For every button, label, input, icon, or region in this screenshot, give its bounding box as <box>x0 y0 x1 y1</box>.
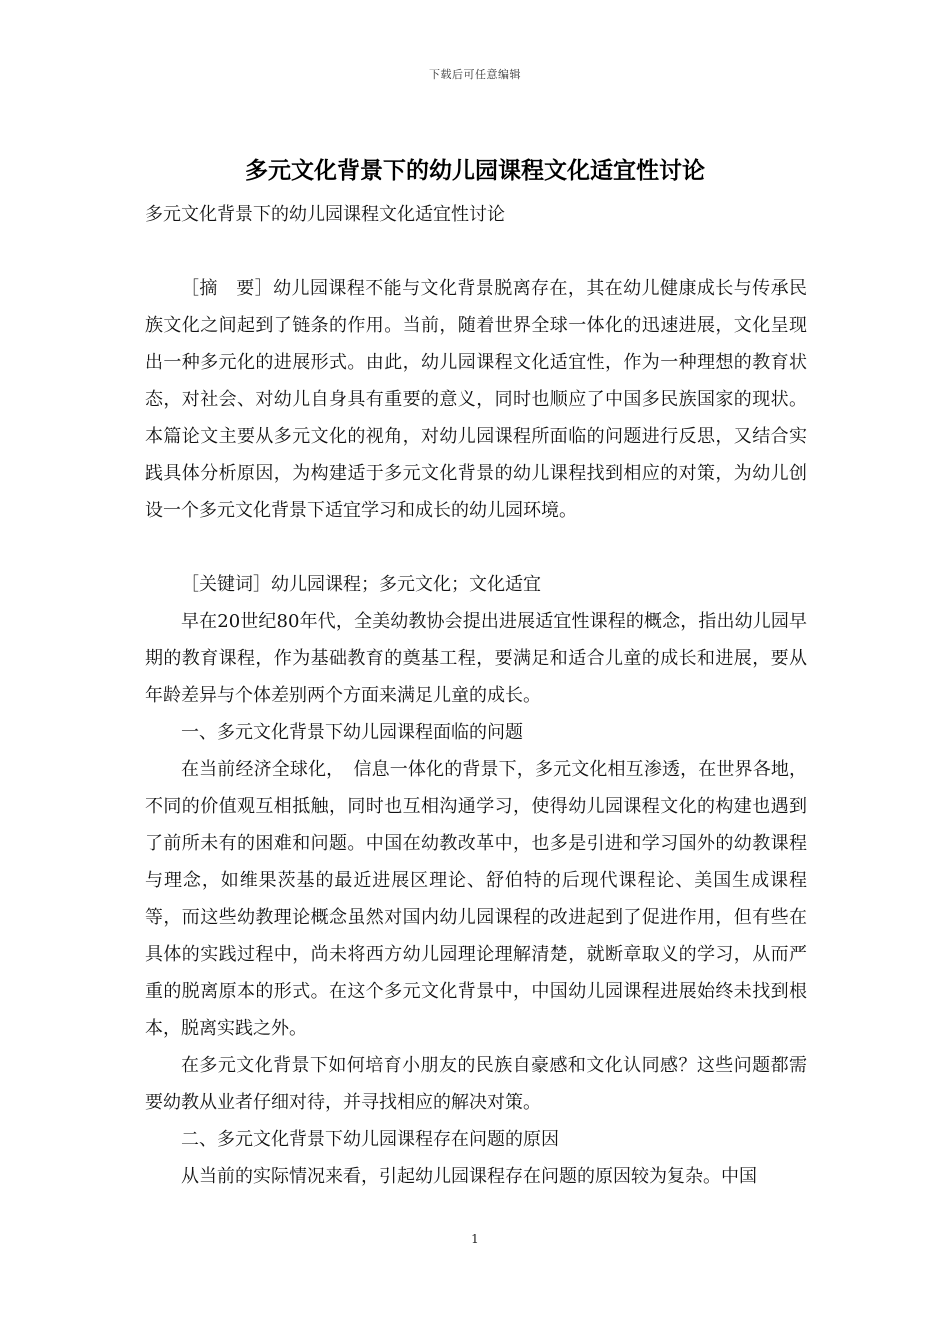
body-paragraph-1: 早在20世纪80年代，全美幼教协会提出进展适宜性课程的概念，指出幼儿园早期的教育课程，作为基础教育的奠基工程，要满足和适合儿童的成长和进展，要从年龄差异与个体差别两个方面来满足儿童的成长。 <box>145 611 807 706</box>
header-note: 下载后可任意编辑 <box>429 68 521 81</box>
abstract-paragraph: ［摘 要］幼儿园课程不能与文化背景脱离存在，其在幼儿健康成长与传承民族文化之间起到了链条的作用。当前，随着世界全球一体化的迅速进展，文化呈现出一种多元化的进展形式。由此，幼儿园课程文化适宜性，作为一种理想的教育状态，对社会、对幼儿自身具有重要的意义，同时也顺应了中国多民族国家的现状。本篇论文主要从多元文化的视角，对幼儿园课程所面临的问题进行反思，又结合实践具体分析原因，为构建适于多元文化背景的幼儿课程找到相应的对策，为幼儿创设一个多元文化背景下适宜学习和成长的幼儿园环境。 <box>145 278 807 521</box>
body-paragraph-3: 在多元文化背景下如何培育小朋友的民族自豪感和文化认同感？这些问题都需要幼教从业者仔细对待，并寻找相应的解决对策。 <box>145 1055 807 1113</box>
document-subtitle: 多元文化背景下的幼儿园课程文化适宜性讨论 <box>145 204 505 225</box>
document-title: 多元文化背景下的幼儿园课程文化适宜性讨论 <box>245 157 705 184</box>
document-body <box>145 196 807 1195</box>
spacer <box>145 233 807 270</box>
spacer <box>145 529 807 566</box>
page-number: 1 <box>471 1232 479 1246</box>
body-paragraph-2: 在当前经济全球化， 信息一体化的背景下，多元文化相互渗透，在世界各地，不同的价值观互相抵触，同时也互相沟通学习，使得幼儿园课程文化的构建也遇到了前所未有的困难和问题。中国在幼教改革中，也多是引进和学习国外的幼教课程与理念，如维果茨基的最近进展区理论、舒伯特的后现代课程论、美国生成课程等，而这些幼教理论概念虽然对国内幼儿园课程的改进起到了促进作用，但有些在具体的实践过程中，尚未将西方幼儿园理论理解清楚，就断章取义的学习，从而严重的脱离原本的形式。在这个多元文化背景中，中国幼儿园课程进展始终未找到根本，脱离实践之外。 <box>145 759 807 1039</box>
body-paragraph-4: 从当前的实际情况来看，引起幼儿园课程存在问题的原因较为复杂。中国 <box>181 1166 757 1187</box>
section-heading-2: 二、多元文化背景下幼儿园课程存在问题的原因 <box>181 1129 559 1150</box>
section-heading-1: 一、多元文化背景下幼儿园课程面临的问题 <box>181 722 523 743</box>
keywords-paragraph: ［关键词］幼儿园课程；多元文化；文化适宜 <box>181 574 541 595</box>
